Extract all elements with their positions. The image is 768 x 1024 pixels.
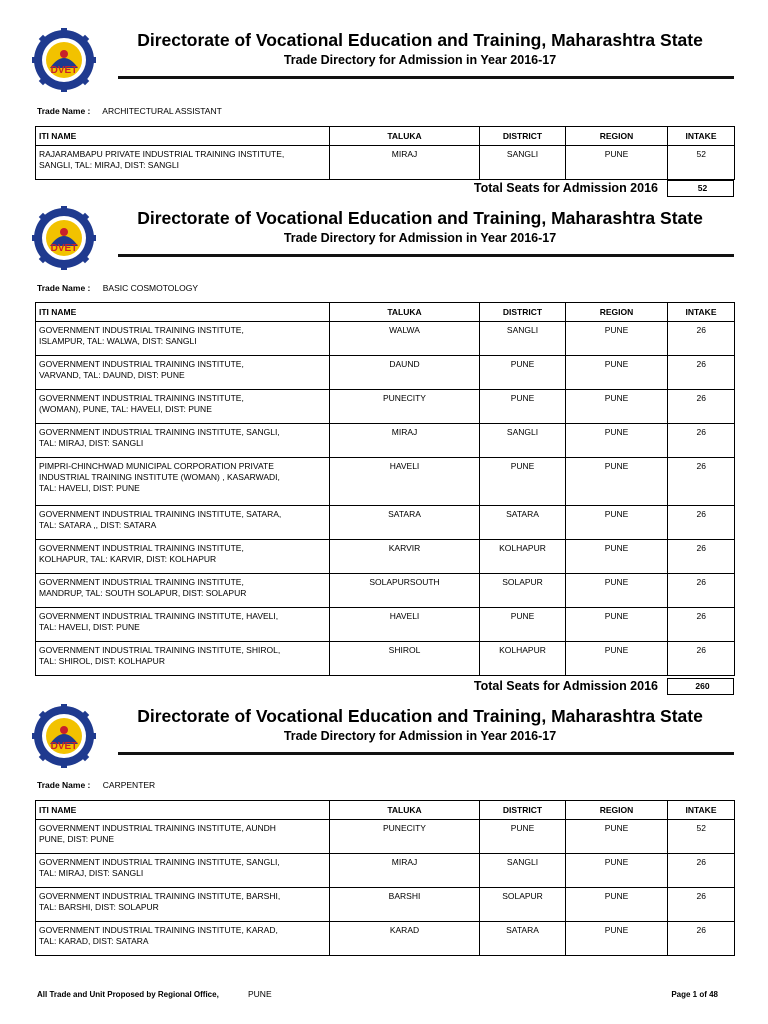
district-cell: KOLHAPUR <box>480 642 566 676</box>
intake-cell: 52 <box>668 146 735 180</box>
col-intake: INTAKE <box>668 127 735 146</box>
footer-note: All Trade and Unit Proposed by Regional Office, <box>37 990 219 999</box>
trade-name-label: Trade Name : <box>37 283 91 293</box>
taluka-cell: MIRAJ <box>330 146 480 180</box>
col-taluka: TALUKA <box>330 801 480 820</box>
header-rule <box>118 254 734 257</box>
dvet-logo-icon <box>32 206 96 270</box>
district-cell: SANGLI <box>480 146 566 180</box>
trade-name-value: ARCHITECTURAL ASSISTANT <box>102 106 222 116</box>
intake-cell: 26 <box>668 322 735 356</box>
trade-name-line <box>37 106 222 116</box>
total-seats-label: Total Seats for Admission 2016 <box>473 679 658 693</box>
header-rule <box>118 76 734 79</box>
table-row <box>36 540 735 574</box>
region-cell: PUNE <box>566 820 668 854</box>
district-cell: PUNE <box>480 820 566 854</box>
taluka-cell: KARVIR <box>330 540 480 574</box>
district-cell: SOLAPUR <box>480 888 566 922</box>
table-row <box>36 922 735 956</box>
table-row <box>36 854 735 888</box>
table-header-row <box>36 127 735 146</box>
svg-text:DVET: DVET <box>50 243 78 254</box>
table-row <box>36 390 735 424</box>
iti-name-cell: GOVERNMENT INDUSTRIAL TRAINING INSTITUTE, HAVELI, TAL: HAVELI, DIST: PUNE <box>36 608 330 642</box>
intake-cell: 26 <box>668 854 735 888</box>
taluka-cell: BARSHI <box>330 888 480 922</box>
intake-cell: 26 <box>668 356 735 390</box>
taluka-cell: SATARA <box>330 506 480 540</box>
district-cell: SOLAPUR <box>480 574 566 608</box>
footer-region: PUNE <box>248 989 272 999</box>
region-cell: PUNE <box>566 506 668 540</box>
taluka-cell: MIRAJ <box>330 424 480 458</box>
total-seats-value: 260 <box>667 678 734 695</box>
col-taluka: TALUKA <box>330 303 480 322</box>
iti-name-cell: GOVERNMENT INDUSTRIAL TRAINING INSTITUTE, KOLHAPUR, TAL: KARVIR, DIST: KOLHAPUR <box>36 540 330 574</box>
region-cell: PUNE <box>566 922 668 956</box>
trade-name-line <box>37 283 198 293</box>
taluka-cell: PUNECITY <box>330 390 480 424</box>
trade-name-line <box>37 780 155 790</box>
district-cell: PUNE <box>480 608 566 642</box>
table-row <box>36 458 735 506</box>
district-cell: KOLHAPUR <box>480 540 566 574</box>
page-subtitle: Trade Directory for Admission in Year 2016-17 <box>283 729 557 743</box>
intake-cell: 26 <box>668 574 735 608</box>
col-district: DISTRICT <box>480 127 566 146</box>
dvet-logo-icon <box>32 704 96 768</box>
intake-cell: 26 <box>668 506 735 540</box>
col-intake: INTAKE <box>668 303 735 322</box>
iti-name-cell: GOVERNMENT INDUSTRIAL TRAINING INSTITUTE, SHIROL, TAL: SHIROL, DIST: KOLHAPUR <box>36 642 330 676</box>
table-row <box>36 888 735 922</box>
region-cell: PUNE <box>566 424 668 458</box>
district-cell: SATARA <box>480 506 566 540</box>
iti-name-cell: GOVERNMENT INDUSTRIAL TRAINING INSTITUTE, AUNDH PUNE, DIST: PUNE <box>36 820 330 854</box>
district-cell: SANGLI <box>480 322 566 356</box>
iti-name-cell: GOVERNMENT INDUSTRIAL TRAINING INSTITUTE, SANGLI, TAL: MIRAJ, DIST: SANGLI <box>36 424 330 458</box>
table-row <box>36 322 735 356</box>
total-seats-value: 52 <box>667 180 734 197</box>
page-title: Directorate of Vocational Education and Training, Maharashtra State <box>137 30 703 50</box>
taluka-cell: SHIROL <box>330 642 480 676</box>
district-cell: SANGLI <box>480 854 566 888</box>
col-district: DISTRICT <box>480 303 566 322</box>
iti-name-cell: GOVERNMENT INDUSTRIAL TRAINING INSTITUTE, ISLAMPUR, TAL: WALWA, DIST: SANGLI <box>36 322 330 356</box>
page-title: Directorate of Vocational Education and Training, Maharashtra State <box>137 706 703 726</box>
district-cell: PUNE <box>480 458 566 506</box>
region-cell: PUNE <box>566 888 668 922</box>
iti-table <box>35 302 735 676</box>
iti-table <box>35 126 735 180</box>
intake-cell: 26 <box>668 922 735 956</box>
page-subtitle: Trade Directory for Admission in Year 2016-17 <box>283 53 557 67</box>
taluka-cell: KARAD <box>330 922 480 956</box>
total-seats-row <box>0 678 768 695</box>
iti-name-cell: GOVERNMENT INDUSTRIAL TRAINING INSTITUTE, SANGLI, TAL: MIRAJ, DIST: SANGLI <box>36 854 330 888</box>
intake-cell: 26 <box>668 458 735 506</box>
intake-cell: 26 <box>668 390 735 424</box>
col-iti-name: ITI NAME <box>36 303 330 322</box>
svg-text:DVET: DVET <box>50 65 78 76</box>
trade-name-label: Trade Name : <box>37 106 91 116</box>
table-row <box>36 356 735 390</box>
district-cell: SANGLI <box>480 424 566 458</box>
table-header-row <box>36 303 735 322</box>
district-cell: PUNE <box>480 390 566 424</box>
col-taluka: TALUKA <box>330 127 480 146</box>
table-row <box>36 608 735 642</box>
taluka-cell: SOLAPURSOUTH <box>330 574 480 608</box>
total-seats-row <box>0 180 768 197</box>
intake-cell: 26 <box>668 642 735 676</box>
table-header-row <box>36 801 735 820</box>
header-rule <box>118 752 734 755</box>
region-cell: PUNE <box>566 642 668 676</box>
table-row <box>36 574 735 608</box>
taluka-cell: MIRAJ <box>330 854 480 888</box>
region-cell: PUNE <box>566 356 668 390</box>
iti-name-cell: GOVERNMENT INDUSTRIAL TRAINING INSTITUTE, SATARA, TAL: SATARA ,, DIST: SATARA <box>36 506 330 540</box>
col-region: REGION <box>566 303 668 322</box>
col-iti-name: ITI NAME <box>36 127 330 146</box>
page-number: Page 1 of 48 <box>671 990 718 999</box>
region-cell: PUNE <box>566 390 668 424</box>
trade-name-value: BASIC COSMOTOLOGY <box>102 283 199 293</box>
iti-name-cell: GOVERNMENT INDUSTRIAL TRAINING INSTITUTE, KARAD, TAL: KARAD, DIST: SATARA <box>36 922 330 956</box>
district-cell: PUNE <box>480 356 566 390</box>
region-cell: PUNE <box>566 458 668 506</box>
region-cell: PUNE <box>566 146 668 180</box>
total-seats-label: Total Seats for Admission 2016 <box>473 181 658 195</box>
intake-cell: 26 <box>668 888 735 922</box>
taluka-cell: HAVELI <box>330 458 480 506</box>
iti-name-cell: RAJARAMBAPU PRIVATE INDUSTRIAL TRAINING INSTITUTE, SANGLI, TAL: MIRAJ, DIST: SANGLI <box>36 146 330 180</box>
table-row <box>36 146 735 180</box>
region-cell: PUNE <box>566 540 668 574</box>
col-district: DISTRICT <box>480 801 566 820</box>
taluka-cell: DAUND <box>330 356 480 390</box>
district-cell: SATARA <box>480 922 566 956</box>
table-row <box>36 642 735 676</box>
table-row <box>36 424 735 458</box>
region-cell: PUNE <box>566 854 668 888</box>
col-intake: INTAKE <box>668 801 735 820</box>
taluka-cell: WALWA <box>330 322 480 356</box>
region-cell: PUNE <box>566 608 668 642</box>
region-cell: PUNE <box>566 322 668 356</box>
dvet-logo-icon <box>32 28 96 92</box>
iti-name-cell: PIMPRI-CHINCHWAD MUNICIPAL CORPORATION PRIVATE INDUSTRIAL TRAINING INSTITUTE (WOMAN) , KASARWADI, TAL: HAVELI, DIST: PUNE <box>36 458 330 506</box>
table-row <box>36 820 735 854</box>
taluka-cell: PUNECITY <box>330 820 480 854</box>
col-region: REGION <box>566 801 668 820</box>
iti-name-cell: GOVERNMENT INDUSTRIAL TRAINING INSTITUTE, BARSHI, TAL: BARSHI, DIST: SOLAPUR <box>36 888 330 922</box>
iti-name-cell: GOVERNMENT INDUSTRIAL TRAINING INSTITUTE, (WOMAN), PUNE, TAL: HAVELI, DIST: PUNE <box>36 390 330 424</box>
svg-text:DVET: DVET <box>50 741 78 752</box>
col-iti-name: ITI NAME <box>36 801 330 820</box>
iti-name-cell: GOVERNMENT INDUSTRIAL TRAINING INSTITUTE, MANDRUP, TAL: SOUTH SOLAPUR, DIST: SOLAPUR <box>36 574 330 608</box>
region-cell: PUNE <box>566 574 668 608</box>
intake-cell: 26 <box>668 608 735 642</box>
intake-cell: 52 <box>668 820 735 854</box>
trade-name-value: CARPENTER <box>102 780 156 790</box>
taluka-cell: HAVELI <box>330 608 480 642</box>
table-row <box>36 506 735 540</box>
iti-table <box>35 800 735 956</box>
page-subtitle: Trade Directory for Admission in Year 2016-17 <box>283 231 557 245</box>
col-region: REGION <box>566 127 668 146</box>
intake-cell: 26 <box>668 424 735 458</box>
iti-name-cell: GOVERNMENT INDUSTRIAL TRAINING INSTITUTE, VARVAND, TAL: DAUND, DIST: PUNE <box>36 356 330 390</box>
intake-cell: 26 <box>668 540 735 574</box>
trade-name-label: Trade Name : <box>37 780 91 790</box>
page-title: Directorate of Vocational Education and Training, Maharashtra State <box>137 208 703 228</box>
